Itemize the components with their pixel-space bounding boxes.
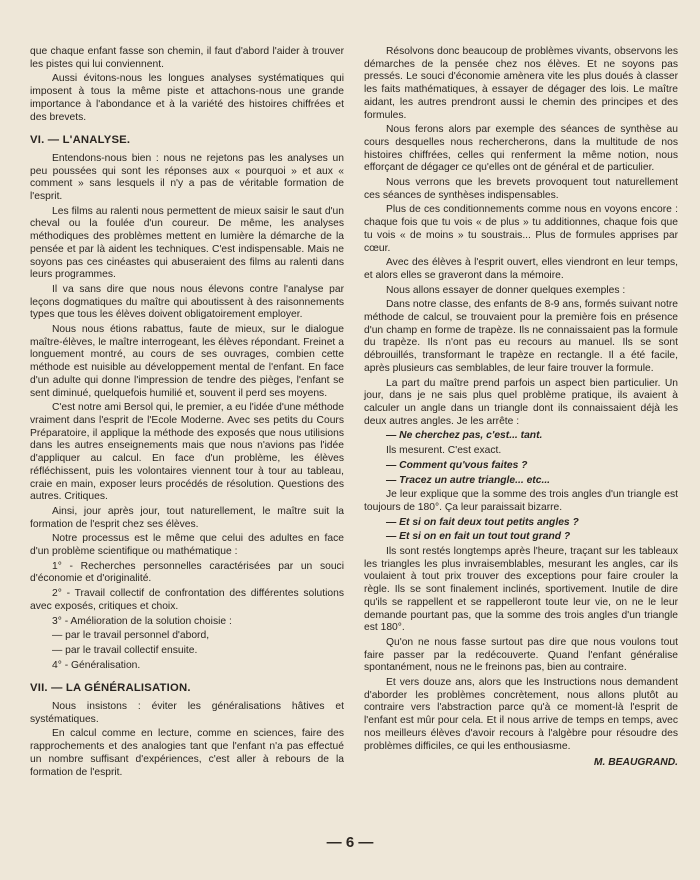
paragraph: Ainsi, jour après jour, tout naturellement, le maître suit la formation de l'esprit chez ses élèves.: [30, 505, 344, 530]
paragraph: Aussi évitons-nous les longues analyses systématiques qui imposent à tous la même piste et attachons-nous une grande importance à l'abondance et à la variété des histoires chiffrées et des brevets.: [30, 73, 344, 123]
paragraph: Nous ferons alors par exemple des séances de synthèse au cours desquelles nous rechercherons, dans la multitude de nos histoires chiffrées, celles qui renferment la même notion, nous efforçant de dégager ce qu'elles ont de général et de particulier.: [364, 124, 678, 174]
paragraph: Dans notre classe, des enfants de 8-9 ans, formés suivant notre méthode de calcul, se trouvaient pour la première fois en présence d'un champ en forme de trapèze. Ils ne connaissaient pas la formule du trapèze. Ils n'ont pas eu recours au manuel. Ils se sont débrouillés, transformant le trapèze en rectangle. Il a été facile, après plusieurs cas semblables, de leur faire trouver la formule.: [364, 299, 678, 374]
paragraph: Je leur explique que la somme des trois angles d'un triangle est toujours de 180°. Ça leur paraissait bizarre.: [364, 489, 678, 513]
paragraph: Plus de ces conditionnements comme nous en voyons encore : chaque fois que tu vois « de plus » tu additionnes, chaque fois que tu vois « de moins » tu soustrais... Plus de formules apprises par cœur.: [364, 204, 678, 254]
list-item: 1° - Recherches personnelles caractérisées par un souci d'économie et d'originalité.: [30, 560, 344, 585]
paragraph: que chaque enfant fasse son chemin, il faut d'abord l'aider à trouver les pistes qui lui conviennent.: [30, 46, 344, 70]
dialogue-line: Ils mesurent. C'est exact.: [386, 445, 502, 457]
paragraph: Notre processus est le même que celui des adultes en face d'un problème scientifique ou mathématique :: [30, 533, 344, 558]
paragraph: Résolvons donc beaucoup de problèmes vivants, observons les démarches de la pensée chez nos élèves. Et ne soyons pas pressés. Le souci d'économie amènera vite les plus doués à classer les faits mathématiques, à essayer de dégager des lois. Le maître aidant, les autres prendront aussi le chemin des principes et des formules.: [364, 46, 678, 121]
paragraph: En calcul comme en lecture, comme en sciences, faire des rapprochements et des analogies tant que l'enfant n'a pas effectué un nombre suffisant d'expériences, c'est aller à rebours de la formation de l'esprit.: [30, 728, 344, 778]
paragraph: La part du maître prend parfois un aspect bien particulier. Un jour, dans je ne sais plus quel problème pratique, ils avaient à calculer un angle dans un triangle dont ils connaissaient déjà les deux autres angles. Je les arrête :: [364, 377, 678, 427]
list-item: 2° - Travail collectif de confrontation des différentes solutions avec exposés, critiques et choix.: [30, 588, 344, 612]
paragraph: Nous allons essayer de donner quelques exemples :: [386, 284, 626, 296]
paragraph: Ils sont restés longtemps après l'heure, traçant sur les tableaux les triangles les plus invraisemblables, mesurant les angles, car ils voulaient à tout prix trouver des exceptions pour faire crouler la règle. Ils se sont finalement inclinés, sportivement. Inutile de dire qu'ils se rappellent et se rappelleront toute leur vie, on ne le leur demande pourtant pas, que la somme des trois angles d'un triangle est 180°.: [364, 546, 678, 634]
paragraph: Qu'on ne nous fasse surtout pas dire que nous voulons tout faire passer par la redécouverte. Quand l'enfant généralise spontanément, nous ne le freinons pas, bien au contraire.: [364, 636, 678, 674]
list-item: — par le travail personnel d'abord,: [52, 630, 210, 642]
dialogue-line: — Et si on fait deux tout petits angles ?: [386, 516, 579, 528]
list-item: 3° - Amélioration de la solution choisie :: [52, 615, 232, 627]
paragraph: Nous nous étions rabattus, faute de mieux, sur le dialogue maître-élèves, le maître interrogeant, les élèves répondant. Freinet a longuement montré, au cours de ses ouvrages, combien cette méthode est nuisible au développement mental de l'enfant. En face d'un adulte qui donne l'impression de tendre des pièges, l'enfant se sent diminué, quelquefois humilié et, souvent il perd ses moyens.: [30, 324, 344, 399]
page-number: — 6 —: [326, 834, 374, 851]
paragraph: Il va sans dire que nous nous élevons contre l'analyse par leçons dogmatiques du maître qui aboutissent à des raisonnements types que tous les élèves doivent obligatoirement employer.: [30, 283, 344, 321]
list-item: 4° - Généralisation.: [52, 659, 141, 671]
paragraph: Les films au ralenti nous permettent de mieux saisir le saut d'un cheval ou la foulée d'un coureur. De même, les analyses méthodiques des problèmes mettent en lumière la démarche de la pensée et par là aident les techniques. C'est indispensable. Mais ne soyons pas ces cinéastes qui abuseraient des films au ralenti dans leurs programmes.: [30, 205, 344, 281]
paragraph: Avec des élèves à l'esprit ouvert, elles viendront en leur temps, et alors elles se graveront dans la mémoire.: [364, 257, 678, 281]
author-signature: M. BEAUGRAND.: [593, 757, 678, 769]
dialogue-line: — Tracez un autre triangle... etc...: [386, 474, 551, 486]
list-item: — par le travail collectif ensuite.: [52, 644, 198, 656]
paragraph: Et vers douze ans, alors que les Instructions nous demandent d'aborder les problèmes concrètement, nous allons plutôt au contraire vers l'abstraction parce qu'à ce moment-là l'esprit de l'enfant est mûr pour cela. Et il nous arrive de temps en temps, avec nos meilleurs élèves d'avoir recours à l'algèbre pour résoudre des problèmes difficiles, ce qui les enthousiasme.: [364, 677, 678, 752]
paragraph: Entendons-nous bien : nous ne rejetons pas les analyses un peu poussées qui sont les réponses aux « pourquoi » et aux « comment » sans lesquels il n'y a pas de véritable formation de l'esprit.: [30, 152, 344, 203]
section-heading-analyse: VI. — L'ANALYSE.: [30, 134, 131, 147]
paragraph: Nous verrons que les brevets provoquent tout naturellement ces séances de synthèses indispensables.: [364, 177, 678, 201]
section-heading-generalisation: VII. — LA GÉNÉRALISATION.: [30, 682, 191, 695]
paragraph: Nous insistons : éviter les généralisations hâtives et systématiques.: [30, 701, 344, 725]
paragraph: C'est notre ami Bersol qui, le premier, a eu l'idée d'une méthode vraiment dans l'esprit de l'Ecole Moderne. Avec ses petits du Cours Préparatoire, il applique la méthode des exposés que nous utilisions dans les autres enseignements mais que nous n'avions pas l'idée d'appliquer au calcul. En face d'un problème, les élèves réfléchissent, puis les volontaires viennent tour à tour au tableau, craie en main, exposer leurs procédés de résolution. Questions des autres. Critiques.: [30, 402, 344, 503]
dialogue-line: — Ne cherchez pas, c'est... tant.: [386, 430, 543, 442]
dialogue-line: — Et si on en fait un tout tout grand ?: [386, 531, 571, 543]
right-column: [364, 46, 678, 772]
dialogue-line: — Comment qu'vous faites ?: [386, 459, 528, 471]
left-column: [30, 46, 344, 781]
